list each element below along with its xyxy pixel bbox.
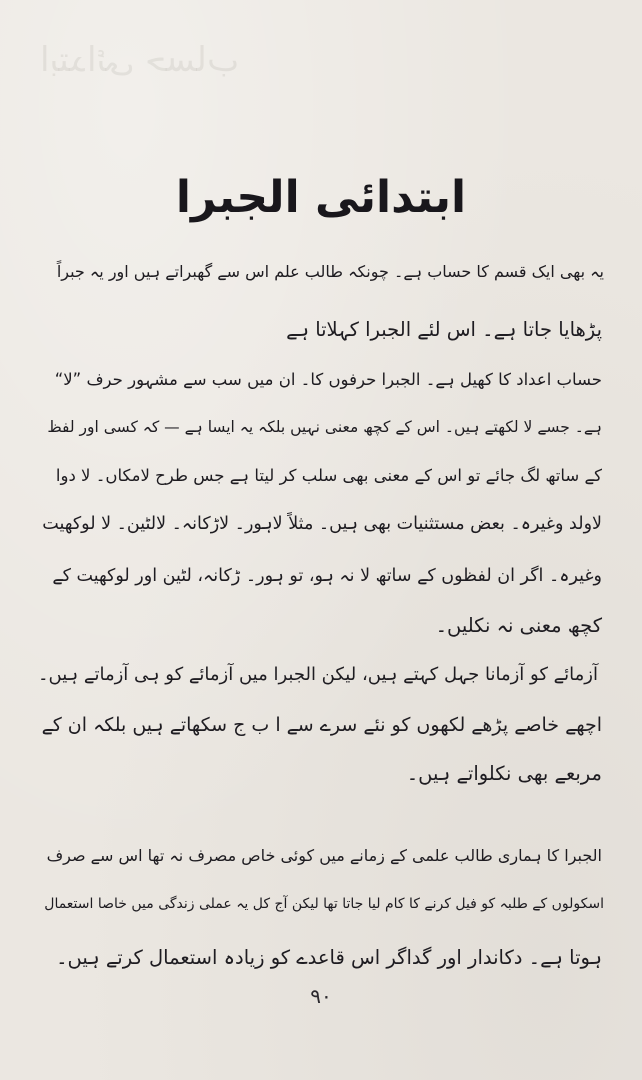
text-line: ہے۔ جسے لا لکھتے ہیں۔ اس کے کچھ معنی نہیں بلکہ یہ ایسا ہے — کہ کسی اور لفظ bbox=[47, 418, 602, 436]
page-number: ۹۰ bbox=[310, 984, 332, 1008]
text-line: حساب اعداد کا کھیل ہے۔ الجبرا حرفوں کا۔ ان میں سب سے مشہور حرف ”لا“ bbox=[54, 370, 602, 389]
text-line: کچھ معنی نہ نکلیں۔ bbox=[435, 614, 602, 637]
text-line: آزمائے کو آزمانا جہل کہتے ہیں، لیکن الجبرا میں آزمائے کو ہی آزماتے ہیں۔ bbox=[37, 664, 598, 685]
text-line: وغیرہ۔ اگر ان لفظوں کے ساتھ لا نہ ہو، تو ہور۔ ڑکانہ، لٹین اور لوکھیت کے bbox=[52, 566, 602, 586]
text-line: کے ساتھ لگ جائے تو اس کے معنی بھی سلب کر لیتا ہے جس طرح لامکاں۔ لا دوا bbox=[55, 466, 602, 485]
text-line: ہوتا ہے۔ دکاندار اور گداگر اس قاعدے کو زیادہ استعمال کرتے ہیں۔ bbox=[56, 946, 602, 969]
text-line: پڑھایا جاتا ہے۔ اس لئے الجبرا کہلاتا ہے bbox=[286, 318, 602, 341]
text-line: یہ بھی ایک قسم کا حساب ہے۔ چونکہ طالب علم اس سے گھبراتے ہیں اور یہ جبراً bbox=[56, 262, 604, 281]
bleed-through-text: ابتدائی حساب bbox=[40, 40, 239, 80]
text-line: الجبرا کا ہماری طالب علمی کے زمانے میں کوئی خاص مصرف نہ تھا اس سے صرف bbox=[46, 846, 602, 865]
text-line: اسکولوں کے طلبہ کو فیل کرنے کا کام لیا جاتا تھا لیکن آج کل یہ عملی زندگی میں خاصا استعمال bbox=[44, 896, 604, 912]
page-title: ابتدائی الجبرا bbox=[175, 172, 467, 223]
text-line: مربعے بھی نکلواتے ہیں۔ bbox=[406, 762, 602, 785]
text-line: لاولد وغیرہ۔ بعض مستثنیات بھی ہیں۔ مثلاً لاہور۔ لاڑکانہ۔ لالٹین۔ لا لوکھیت bbox=[42, 514, 602, 534]
text-line: اچھے خاصے پڑھے لکھوں کو نئے سرے سے ا ب ج سکھاتے ہیں بلکہ ان کے bbox=[41, 714, 602, 736]
